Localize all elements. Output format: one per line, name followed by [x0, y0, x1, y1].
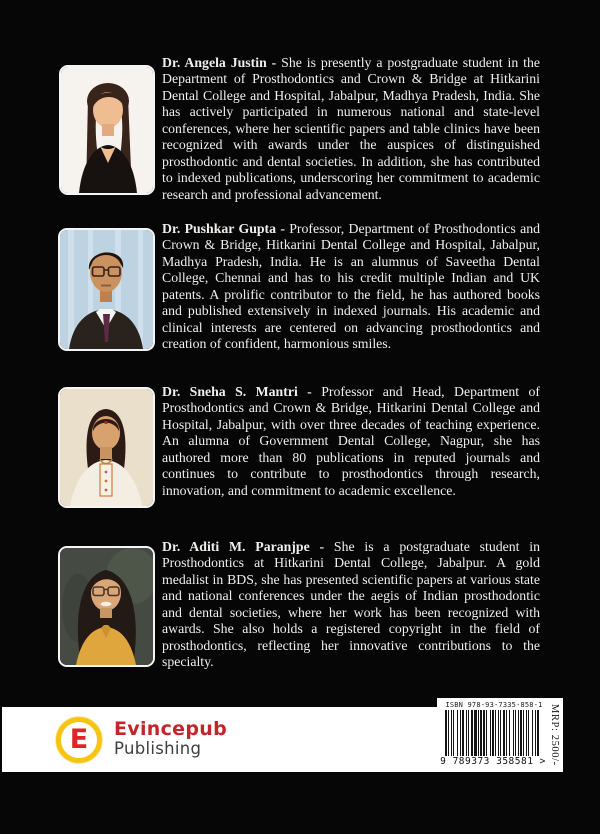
portrait-illustration — [60, 548, 153, 665]
portrait-illustration — [60, 230, 153, 349]
author-bio-aditi-paranjpe — [162, 539, 540, 671]
publisher-name-line1: Evincepub — [114, 718, 227, 741]
portrait-illustration — [60, 389, 153, 506]
author-name: Dr. Sneha S. Mantri - — [162, 384, 312, 399]
author-bio-text: She is a postgraduate student in Prosthodontics at Hitkarini Dental College, Jabalpur. A gold medalist in BDS, she has presented scientific papers at various state and national conferences under the aegis of Indian prosthodontic and dental societies, where her work has been recognized with awards. She also holds a registered copyright in the field of prosthodontics, reflecting her innovative contributions to the specialty. — [162, 539, 541, 670]
author-bio-text: She is presently a postgraduate student in the Department of Prosthodontics and Crown & Bridge at Hitkarini Dental College and Hospital, Jabalpur, Madhya Pradesh, India. She has actively participated in numerous national and state-level conferences, where her scientific papers and table clinics have been recognized with awards under the auspices of distinguished prosthodontic and dental societies. In addition, she has contributed to indexed publications, underscoring her commitment to academic research and professional advancement. — [162, 55, 540, 202]
author-photo-aditi-paranjpe — [58, 546, 155, 667]
author-photo-sneha-mantri — [58, 387, 155, 508]
publisher-name — [114, 720, 227, 759]
author-bio-pushkar-gupta — [162, 221, 540, 353]
portrait-illustration — [61, 67, 153, 193]
publisher-name-line2: Publishing — [114, 738, 202, 758]
publisher-logo — [56, 710, 227, 769]
author-bio-text: Professor and Head, Department of Prosthodontics and Crown & Bridge, Hitkarini Dental College and Hospital, Jabalpur, with over three decades of teaching experience. An alumna of Government Dental College, Nagpur, she has authored more than 80 publications in reputed journals and continues to contribute to prosthodontics through research, innovation, and commitment to academic excellence. — [162, 384, 540, 498]
author-bio-text: Professor, Department of Prosthodontics and Crown & Bridge, Hitkarini Dental College and Hospital, Jabalpur, Madhya Pradesh, India. He is an alumnus of Saveetha Dental College, Chennai and has to his credit multiple Indian and UK patents. A prolific contributor to the field, he has authored books and published extensively in indexed journals. His academic and clinical interests are centered on advancing prosthodontics and creation of confident, harmonious smiles. — [162, 221, 540, 352]
author-name: Dr. Aditi M. Paranjpe - — [162, 539, 325, 554]
barcode-digits: 9 789373 358581 > — [440, 756, 546, 767]
mrp-price: MRP: 2500/- — [549, 704, 560, 766]
author-photo-angela-justin — [59, 65, 155, 195]
publisher-logo-icon: E — [56, 717, 102, 763]
author-bio-sneha-mantri — [162, 384, 540, 499]
isbn-label: ISBN 978-93-7335-858-1 — [445, 701, 543, 709]
author-name: Dr. Angela Justin - — [162, 55, 277, 70]
barcode-block — [437, 698, 563, 771]
barcode-bars — [445, 710, 542, 756]
author-bio-angela-justin — [162, 55, 540, 203]
author-photo-pushkar-gupta — [58, 228, 155, 351]
author-name: Dr. Pushkar Gupta - — [162, 221, 285, 236]
